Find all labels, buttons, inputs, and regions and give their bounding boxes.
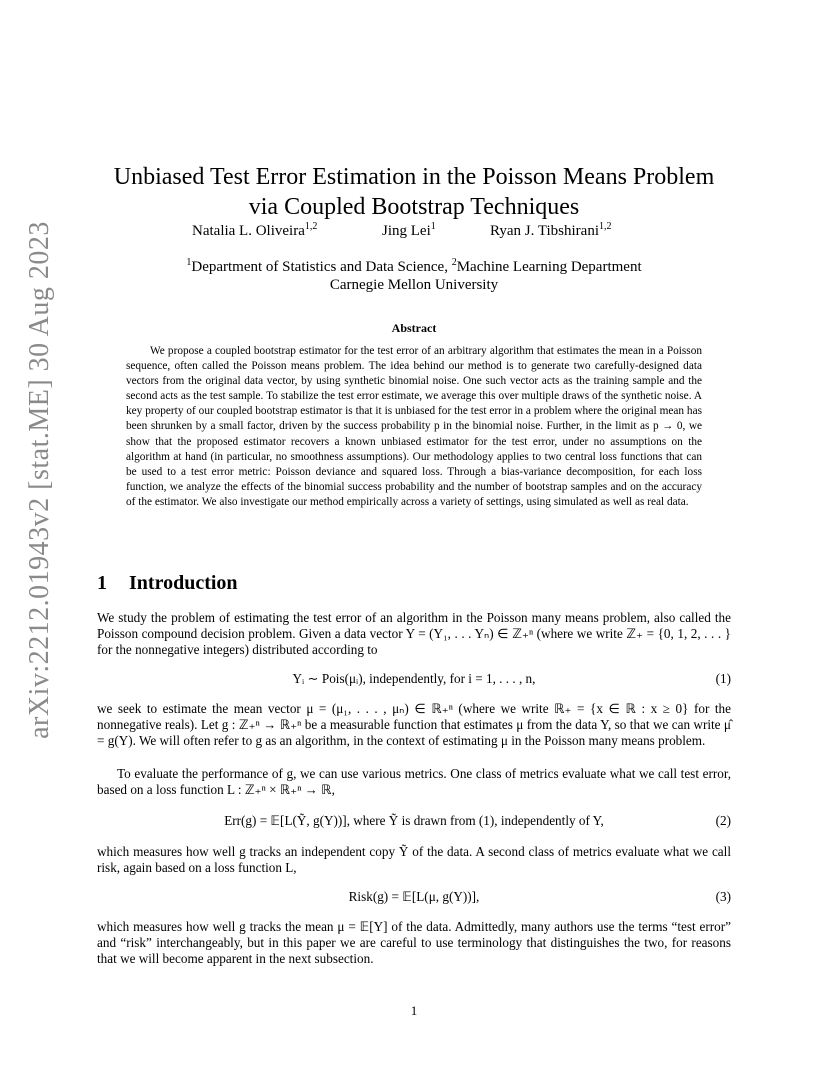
affil-department: Department of Statistics and Data Science, [191,259,452,275]
equation-number: (2) [715,813,731,828]
author-oliveira [192,221,317,240]
paragraph-terminology: which measures how well g tracks the mean μ = 𝔼[Y] of the data. Admittedly, many authors use the terms “test error” and “risk” interchangeably, but in this paper we are careful to use terminology that distinguishes the two, for reasons that we will become apparent in the next subsection. [97,919,731,966]
affiliations [97,254,731,294]
equation-3 [97,889,731,907]
paragraph-intro: We study the problem of estimating the test error of an algorithm in the Poisson many means problem, also called the Poisson compound decision problem. Given a data vector Y = (Y₁, . . . Yₙ) ∈ ℤ₊ⁿ (where we write ℤ₊ = {0, 1, 2, . . . } for the nonnegative integers) distributed according to [97,610,731,657]
paragraph-risk: which measures how well g tracks an independent copy Ỹ of the data. A second class of metrics evaluate what we call risk, again based on a loss function L, [97,844,731,875]
author-name: Jing Lei [382,223,431,239]
affiliation-line-2: Carnegie Mellon University [329,277,499,293]
equation-number: (3) [715,889,731,904]
equation-body: Risk(g) = 𝔼[L(μ, g(Y))], [348,889,480,904]
affil-mark-2: 2 [451,257,457,268]
paper-title: Unbiased Test Error Estimation in the Poisson Means Problem via Coupled Bootstrap Techniques [113,164,715,221]
abstract-text: We propose a coupled bootstrap estimator for the test error of an arbitrary algorithm that estimates the mean in a Poisson sequence, often called the Poisson means problem. The idea behind our method is to generate two carefully-designed data vectors from the original data vector, by using synthetic binomial noise. One such vector acts as the training sample and the second acts as the test sample. To stabilize the test error estimate, we average this over multiple draws of the synthetic noise. A key property of our coupled bootstrap estimator is that it is unbiased for the test error in a problem where the original mean has been shrunken by a small factor, driven by the success probability p in the binomial noise. Further, in the limit as p → 0, we show that the proposed estimator recovers a known unbiased estimator for the test error, under no assumptions on the algorithm at hand (in particular, no smoothness assumptions). Our methodology applies to two central loss functions that can be used to a test error metric: Poisson deviance and squared loss. Through a bias-variance decomposition, for each loss function, we analyze the effects of the binomial success probability and the number of bootstrap samples and on the accuracy of the estimator. We also investigate our method empirically across a variety of settings, using simulated as well as real data. [126,345,702,508]
arxiv-identifier: arXiv:2212.01943v2 [stat.ME] 30 Aug 2023 [24,221,55,739]
paragraph-test-error: To evaluate the performance of g, we can use various metrics. One class of metrics evaluate what we call test error, based on a loss function L : ℤ₊ⁿ × ℝ₊ⁿ → ℝ, [97,766,731,797]
author-tibshirani [490,221,612,240]
author-affil-mark: 1 [430,221,436,232]
affil-department-2: Machine Learning Department [456,259,642,275]
equation-2 [97,813,731,831]
equation-number: (1) [715,671,731,686]
abstract-heading: Abstract [391,321,437,335]
equation-1 [97,671,731,689]
section-number: 1 [97,572,107,594]
affiliation-line-1 [97,254,731,276]
author-affil-mark: 1,2 [304,221,318,232]
author-lei [382,221,436,240]
author-name: Ryan J. Tibshirani [490,223,600,239]
equation-body: Yᵢ ∼ Pois(μᵢ), independently, for i = 1, . . . , n, [292,671,536,686]
arxiv-side-stamp [10,221,70,739]
section-heading [97,572,238,595]
section-title: Introduction [129,572,238,594]
paragraph-mean-vector: we seek to estimate the mean vector μ = (μ₁, . . . , μₙ) ∈ ℝ₊ⁿ (where we write ℝ₊ = {x ∈ ℝ : x ≥ 0} for the nonnegative reals). Let g : ℤ₊ⁿ → ℝ₊ⁿ be a measurable function that estimates μ from the data Y, so that we can write μ̂ = g(Y). We will often refer to g as an algorithm, in the context of estimating μ in the Poisson many means problem. [97,701,731,748]
author-name: Natalia L. Oliveira [192,223,305,239]
page-number: 1 [410,1003,418,1018]
equation-body: Err(g) = 𝔼[L(Ỹ, g(Y))], where Ỹ is drawn from (1), independently of Y, [224,813,604,828]
affil-mark-1: 1 [186,257,192,268]
author-affil-mark: 1,2 [599,221,612,232]
